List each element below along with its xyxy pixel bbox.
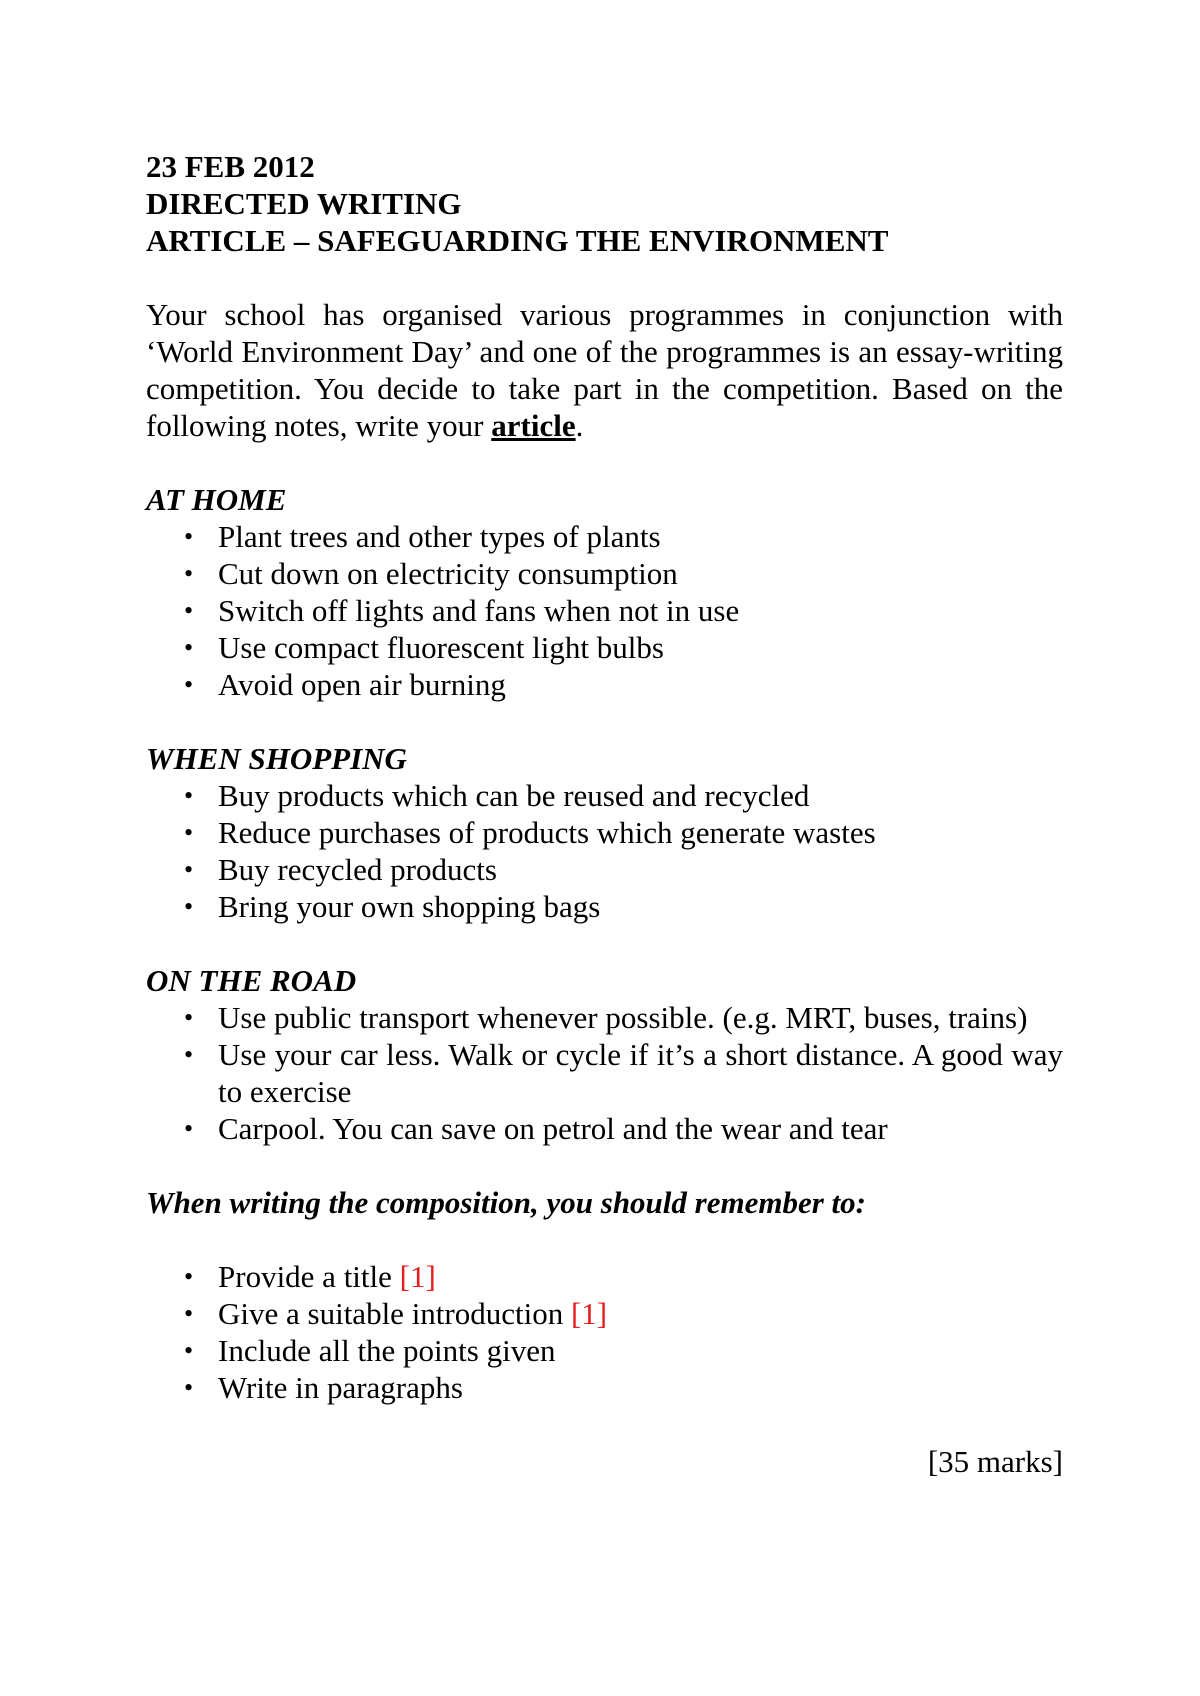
bullet-icon: • (184, 892, 194, 921)
list-item (146, 888, 1063, 925)
list-item (146, 1295, 1063, 1332)
list-item (146, 666, 1063, 703)
list-item-text: Cut down on electricity consumption (218, 556, 678, 591)
bullet-icon: • (184, 1373, 194, 1402)
at-home-list (146, 518, 1063, 703)
list-item (146, 814, 1063, 851)
instructions-end: . (575, 408, 584, 443)
reminder-heading: When writing the composition, you should remember to: (146, 1185, 866, 1220)
list-item-text: Use compact fluorescent light bulbs (218, 630, 664, 665)
article-emphasis: article (491, 408, 576, 443)
list-item-text: Bring your own shopping bags (218, 889, 601, 924)
list-item-text: Use your car less. Walk or cycle if it’s a short distance. A good way to exercise (218, 1037, 1063, 1109)
when-shopping-list (146, 777, 1063, 925)
list-item (146, 1332, 1063, 1369)
instructions-text: Your school has organised various programmes in conjunction with ‘World Environment Day’ and one of the programmes is an essay-writing competition. You decide to take part in the competition. Based on the following notes, write your (146, 297, 1063, 443)
bullet-icon: • (184, 670, 194, 699)
bullet-icon: • (184, 1040, 194, 1069)
list-item (146, 999, 1063, 1036)
list-item-text: Avoid open air burning (218, 667, 506, 702)
list-item-text: Buy products which can be reused and recycled (218, 778, 810, 813)
bullet-icon: • (184, 818, 194, 847)
bullet-icon: • (184, 1299, 194, 1328)
bullet-icon: • (184, 559, 194, 588)
bullet-icon: • (184, 596, 194, 625)
task-type: DIRECTED WRITING (146, 186, 462, 221)
task-title: ARTICLE – SAFEGUARDING THE ENVIRONMENT (146, 223, 889, 258)
bullet-icon: • (184, 633, 194, 662)
list-item-text: Give a suitable introduction (218, 1296, 571, 1331)
question-sheet (146, 148, 1063, 1480)
list-item-text: Use public transport whenever possible. (e.g. MRT, buses, trains) (218, 1000, 1028, 1035)
bullet-icon: • (184, 522, 194, 551)
list-item (146, 518, 1063, 555)
list-item-text: Plant trees and other types of plants (218, 519, 661, 554)
list-item (146, 1036, 1063, 1110)
section-heading-on-the-road: ON THE ROAD (146, 963, 357, 998)
list-item-text: Buy recycled products (218, 852, 497, 887)
list-item (146, 1369, 1063, 1406)
list-item-text: Carpool. You can save on petrol and the wear and tear (218, 1111, 888, 1146)
list-item-text: Reduce purchases of products which generate wastes (218, 815, 876, 850)
list-item (146, 1110, 1063, 1147)
list-item-text: Write in paragraphs (218, 1370, 463, 1405)
bullet-icon: • (184, 1003, 194, 1032)
list-item (146, 1258, 1063, 1295)
bullet-icon: • (184, 781, 194, 810)
exam-date: 23 FEB 2012 (146, 149, 315, 184)
list-item (146, 555, 1063, 592)
section-heading-at-home: AT HOME (146, 482, 287, 517)
instructions-paragraph (146, 296, 1063, 444)
reminder-list (146, 1258, 1063, 1406)
total-marks: [35 marks] (927, 1444, 1063, 1479)
bullet-icon: • (184, 855, 194, 884)
list-item (146, 851, 1063, 888)
list-item-text: Provide a title (218, 1259, 400, 1294)
on-the-road-list (146, 999, 1063, 1147)
list-item-text: Include all the points given (218, 1333, 556, 1368)
list-item (146, 592, 1063, 629)
list-item-text: Switch off lights and fans when not in use (218, 593, 740, 628)
bullet-icon: • (184, 1262, 194, 1291)
list-item (146, 777, 1063, 814)
bullet-icon: • (184, 1114, 194, 1143)
list-item (146, 629, 1063, 666)
mark-badge: [1] (570, 1296, 608, 1331)
mark-badge: [1] (399, 1259, 436, 1294)
bullet-icon: • (184, 1336, 194, 1365)
section-heading-when-shopping: WHEN SHOPPING (146, 741, 407, 776)
